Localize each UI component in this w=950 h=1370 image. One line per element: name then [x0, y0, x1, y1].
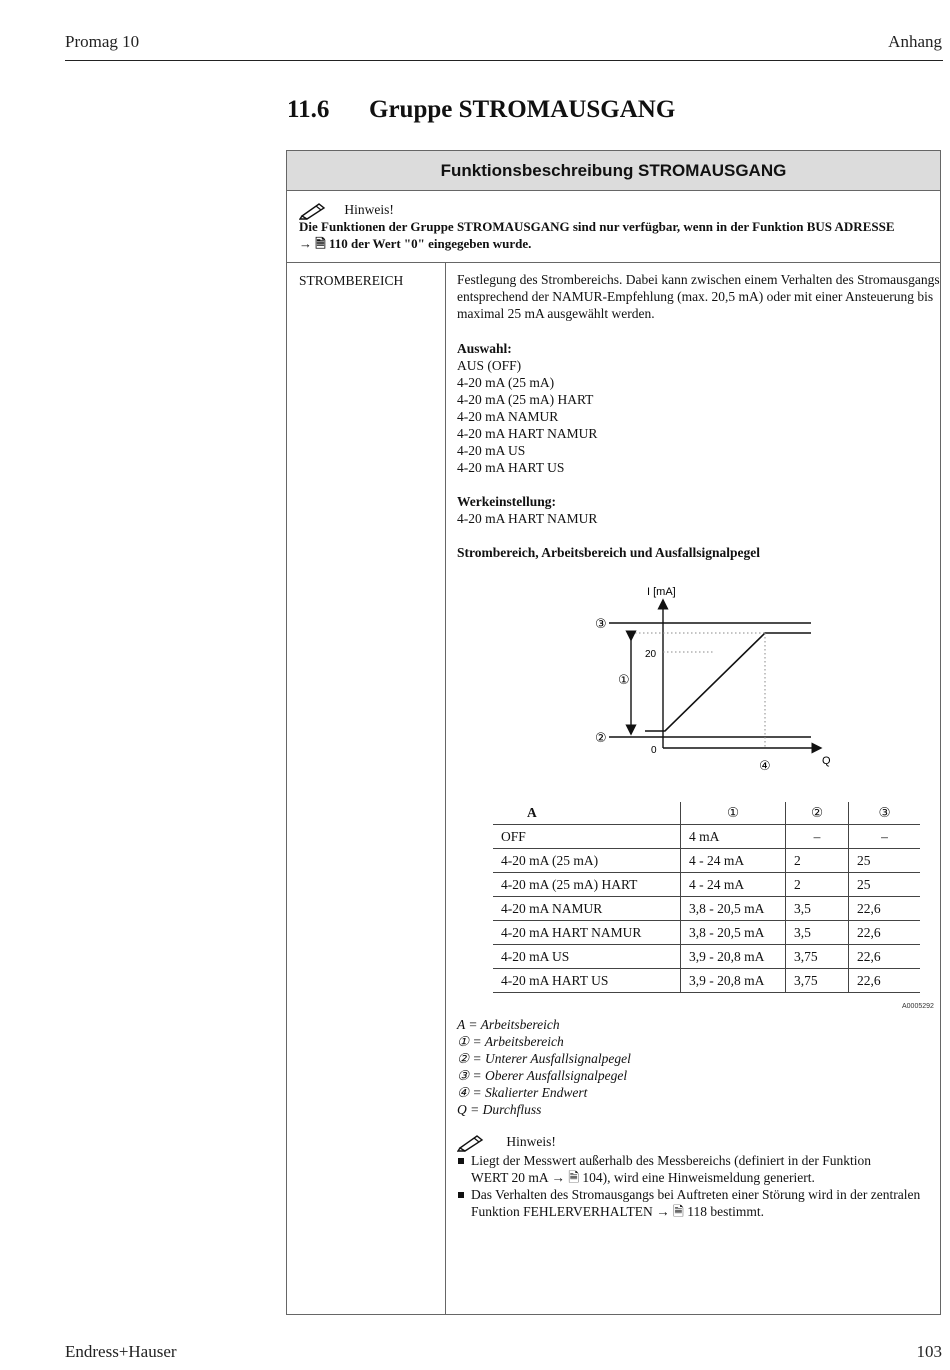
tick-0: 0: [651, 745, 657, 756]
table-row: [493, 873, 920, 897]
table-cell: 22,6: [849, 897, 921, 921]
table-header: ③: [849, 802, 921, 825]
table-cell: 3,75: [786, 969, 849, 993]
table-cell: 4 mA: [681, 825, 786, 849]
table-cell: 4-20 mA NAMUR: [493, 897, 681, 921]
note2-bullet2-line2: Funktion FEHLERVERHALTEN → 🗎 118 bestimmt.: [471, 1204, 765, 1219]
table-cell: –: [849, 825, 921, 849]
table-row: [493, 921, 920, 945]
row-description: [457, 271, 940, 322]
table-cell: 3,9 - 20,8 mA: [681, 945, 786, 969]
pencil-icon: [457, 1134, 485, 1152]
y-axis-label: I [mA]: [647, 586, 676, 598]
table-row: [493, 825, 920, 849]
legend-item: ④ = Skalierter Endwert: [457, 1085, 588, 1100]
table-row: [493, 969, 920, 993]
legend-item: ③ = Oberer Ausfallsignalpegel: [457, 1068, 628, 1083]
note-text-line2: → 🗎 110 der Wert "0" eingegeben wurde.: [299, 236, 532, 251]
figure-title: Strombereich, Arbeitsbereich und Ausfallsignalpegel: [457, 545, 761, 560]
selection-block: [457, 340, 597, 476]
section-title-text: Gruppe STROMAUSGANG: [369, 96, 676, 123]
default-block: [457, 493, 597, 527]
output-curve: [645, 633, 811, 731]
table-cell: 3,8 - 20,5 mA: [681, 897, 786, 921]
table-cell: 2: [786, 873, 849, 897]
header-rule: [65, 60, 943, 61]
table-cell: 3,9 - 20,8 mA: [681, 969, 786, 993]
table-title: Funktionsbeschreibung STROMAUSGANG: [287, 151, 940, 191]
option-item: 4-20 mA NAMUR: [457, 409, 559, 424]
row-function-name: STROMBEREICH: [299, 273, 404, 288]
table-header: A: [493, 802, 681, 825]
table-cell: 4-20 mA US: [493, 945, 681, 969]
desc-line: maximal 25 mA ausgewählt werden.: [457, 306, 655, 321]
table-cell: 22,6: [849, 921, 921, 945]
table-cell: 22,6: [849, 945, 921, 969]
header-left: Promag 10: [65, 32, 140, 51]
list-item: [457, 1186, 927, 1220]
note-text-line1: Die Funktionen der Gruppe STROMAUSGANG sind nur verfügbar, wenn in der Funktion BUS ADRESSE: [299, 219, 895, 234]
table-cell: 4-20 mA (25 mA) HART: [493, 873, 681, 897]
table-cell: 4-20 mA HART NAMUR: [493, 921, 681, 945]
table-cell: –: [786, 825, 849, 849]
table-cell: 3,75: [786, 945, 849, 969]
marker-4: ④: [759, 759, 771, 774]
option-item: 4-20 mA (25 mA): [457, 375, 555, 390]
table-row: [493, 945, 920, 969]
table-cell: 3,5: [786, 921, 849, 945]
current-range-diagram: [585, 580, 845, 775]
desc-line: entsprechend der NAMUR-Empfehlung (max. 20,5 mA) oder mit einer Ansteuerung bis: [457, 289, 934, 304]
legend-item: ① = Arbeitsbereich: [457, 1034, 564, 1049]
section-number: 11.6: [287, 96, 330, 123]
table-cell: 4 - 24 mA: [681, 849, 786, 873]
list-item: [457, 1152, 927, 1186]
section-title: [287, 96, 675, 124]
table-row: [493, 849, 920, 873]
table-header: ②: [786, 802, 849, 825]
table-cell: 4 - 24 mA: [681, 873, 786, 897]
note2-bullet1-line2: WERT 20 mA → 🗎 104), wird eine Hinweismeldung generiert.: [471, 1170, 815, 1185]
marker-1: ①: [618, 673, 630, 688]
column-divider: [445, 263, 446, 1315]
table-cell: OFF: [493, 825, 681, 849]
option-item: 4-20 mA US: [457, 443, 526, 458]
table-cell: 2: [786, 849, 849, 873]
footer-left: Endress+Hauser: [65, 1342, 177, 1361]
note2-label: Hinweis!: [506, 1134, 556, 1149]
legend-item: Q = Durchfluss: [457, 1102, 542, 1117]
default-label: Werkeinstellung:: [457, 494, 557, 509]
tick-20: 20: [645, 649, 657, 660]
x-axis-label: Q: [822, 755, 831, 767]
legend-item: A = Arbeitsbereich: [457, 1017, 560, 1032]
option-item: 4-20 mA HART NAMUR: [457, 426, 598, 441]
header-right: Anhang: [888, 32, 942, 51]
note2-list: [457, 1152, 927, 1220]
table-cell: 3,5: [786, 897, 849, 921]
marker-2: ②: [595, 731, 607, 746]
note2-bullet2-line1: Das Verhalten des Stromausgangs bei Auftreten einer Störung wird in der zentralen: [471, 1187, 921, 1202]
table-row: [493, 897, 920, 921]
signal-level-table: [493, 802, 920, 993]
table-header-row: [493, 802, 920, 825]
table-header: ①: [681, 802, 786, 825]
figure-id: A0005292: [902, 1003, 934, 1010]
desc-line: Festlegung des Strombereichs. Dabei kann zwischen einem Verhalten des Stromausgangs: [457, 272, 940, 287]
option-item: 4-20 mA (25 mA) HART: [457, 392, 594, 407]
figure-legend: [457, 1016, 631, 1118]
option-item: 4-20 mA HART US: [457, 460, 565, 475]
note-label: Hinweis!: [344, 202, 394, 217]
selection-label: Auswahl:: [457, 341, 512, 356]
note2-label-line: [457, 1133, 556, 1152]
table-cell: 22,6: [849, 969, 921, 993]
table-cell: 4-20 mA (25 mA): [493, 849, 681, 873]
note2-bullet1-line1: Liegt der Messwert außerhalb des Messbereichs (definiert in der Funktion: [471, 1153, 872, 1168]
table-cell: 4-20 mA HART US: [493, 969, 681, 993]
note-row: [287, 191, 940, 263]
marker-3: ③: [595, 617, 607, 632]
option-item: AUS (OFF): [457, 358, 522, 373]
table-cell: 25: [849, 849, 921, 873]
table-cell: 3,8 - 20,5 mA: [681, 921, 786, 945]
table-cell: 25: [849, 873, 921, 897]
default-value: 4-20 mA HART NAMUR: [457, 511, 598, 526]
page-number: 103: [916, 1342, 942, 1361]
legend-item: ② = Unterer Ausfallsignalpegel: [457, 1051, 631, 1066]
